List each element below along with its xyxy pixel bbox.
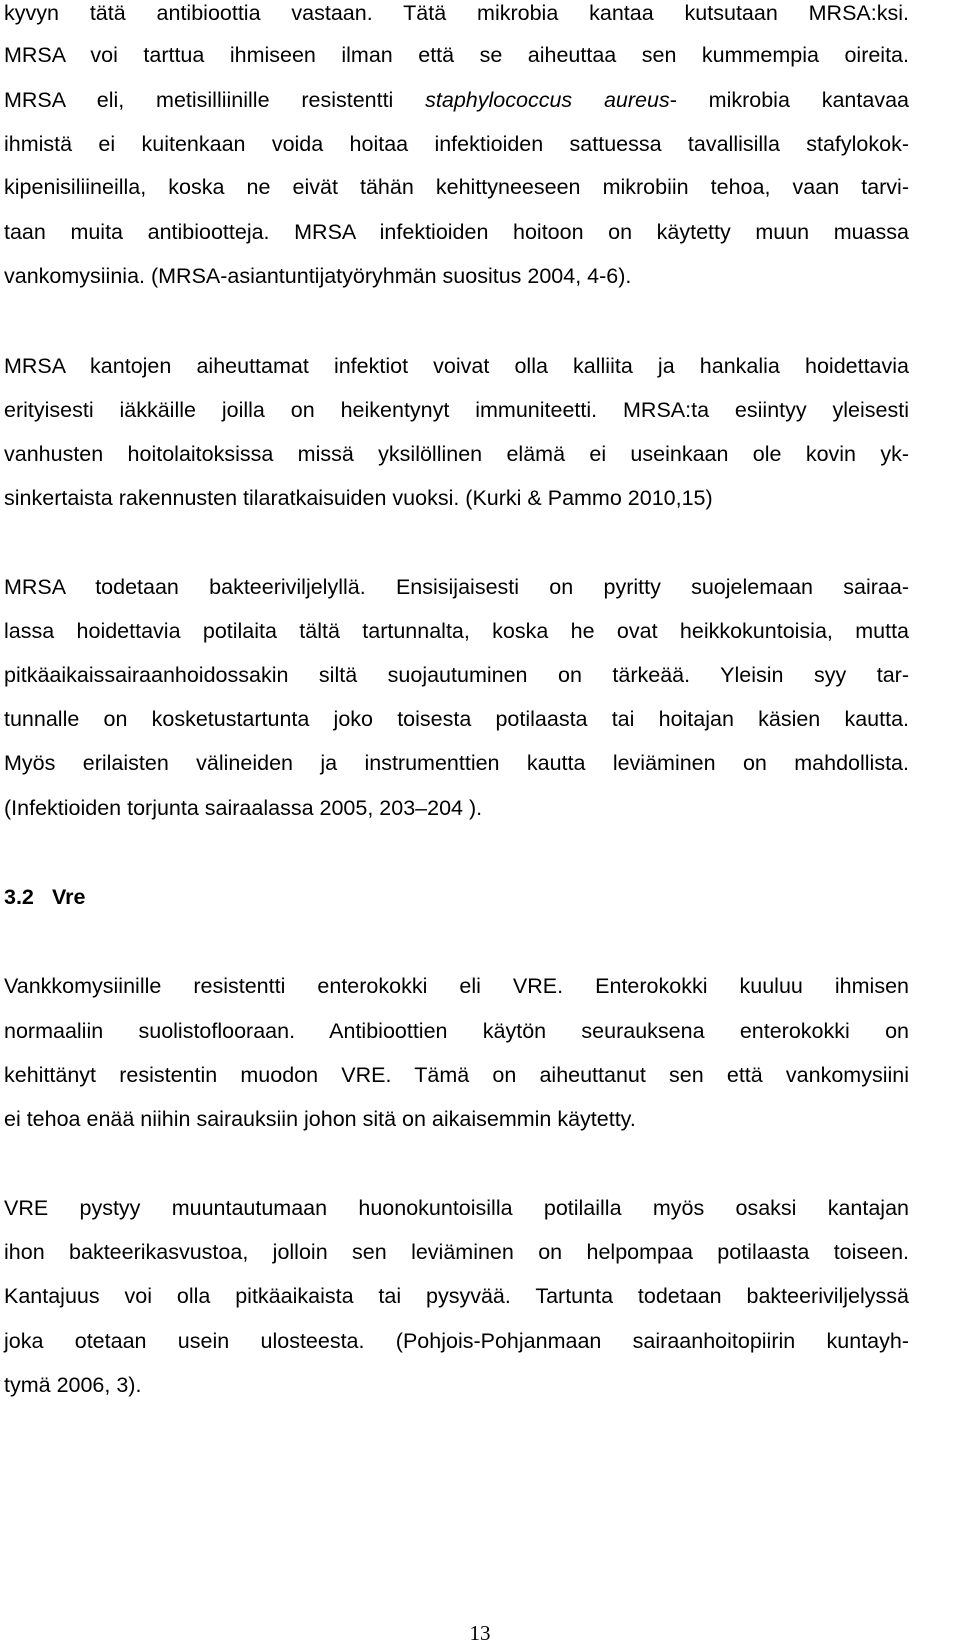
- paragraph-line: ei tehoa enää niihin sairauksiin johon sitä on aikaisemmin käytetty.: [4, 1107, 636, 1131]
- paragraph-line: Myös erilaisten välineiden ja instrumenttien kautta leviäminen on mahdollista.: [4, 751, 909, 775]
- paragraph-line: Vankkomysiinille resistentti enterokokki eli VRE. Enterokokki kuuluu ihmisen: [4, 974, 909, 998]
- paragraph-line: VRE pystyy muuntautumaan huonokuntoisilla potilailla myös osaksi kantajan: [4, 1196, 909, 1220]
- section-heading: [4, 884, 85, 910]
- paragraph-line: kehittänyt resistentin muodon VRE. Tämä on aiheuttanut sen että vankomysiini: [4, 1063, 909, 1087]
- paragraph-line: tymä 2006, 3).: [4, 1373, 142, 1397]
- paragraph-line: pitkäaikaissairaanhoidossakin siltä suojautuminen on tärkeää. Yleisin syy tar-: [4, 663, 909, 687]
- page-number: 13: [469, 1621, 491, 1645]
- section-number: 3.2: [4, 885, 34, 909]
- text-segment: MRSA eli, metisilliinille resistentti: [4, 88, 426, 112]
- paragraph-line: kipenisiliineilla, koska ne eivät tähän kehittyneeseen mikrobiin tehoa, vaan tarvi-: [4, 175, 909, 199]
- paragraph-line: MRSA todetaan bakteeriviljelyllä. Ensisijaisesti on pyritty suojelemaan sairaa-: [4, 575, 909, 599]
- paragraph-line: kyvyn tätä antibioottia vastaan. Tätä mikrobia kantaa kutsutaan MRSA:ksi.: [4, 1, 909, 25]
- paragraph-line: Kantajuus voi olla pitkäaikaista tai pysyvää. Tartunta todetaan bakteeriviljelyssä: [4, 1284, 909, 1308]
- text-segment: (Infektioiden torjunta sairaalassa 2005, 203–204 ).: [4, 796, 483, 820]
- paragraph-line: normaaliin suolistoflooraan. Antibioottien käytön seurauksena enterokokki on: [4, 1019, 909, 1043]
- paragraph-line-dash: [4, 795, 909, 821]
- paragraph-line: joka otetaan usein ulosteesta. (Pohjois-Pohjanmaan sairaanhoitopiirin kuntayh-: [4, 1329, 909, 1353]
- paragraph-line: tunnalle on kosketustartunta joko toisesta potilaasta tai hoitajan käsien kautta.: [4, 707, 909, 731]
- paragraph-line: erityisesti iäkkäille joilla on heikentynyt immuniteetti. MRSA:ta esiintyy yleisesti: [4, 398, 909, 422]
- paragraph-line: vankomysiinia. (MRSA-asiantuntijatyöryhmän suositus 2004, 4-6).: [4, 264, 632, 288]
- paragraph-line: taan muita antibiootteja. MRSA infektioiden hoitoon on käytetty muun muassa: [4, 220, 909, 244]
- paragraph-line: ihon bakteerikasvustoa, jolloin sen leviäminen on helpompaa potilaasta toiseen.: [4, 1240, 909, 1264]
- paragraph-line: MRSA voi tarttua ihmiseen ilman että se aiheuttaa sen kummempia oireita.: [4, 43, 909, 67]
- section-title: Vre: [52, 885, 86, 909]
- paragraph-line: ihmistä ei kuitenkaan voida hoitaa infektioiden sattuessa tavallisilla stafylokok-: [4, 132, 909, 156]
- paragraph-line-mixed: [4, 87, 909, 113]
- species-name-italic: staphylococcus aureus: [425, 88, 670, 112]
- paragraph-line: MRSA kantojen aiheuttamat infektiot voivat olla kalliita ja hankalia hoidettavia: [4, 354, 909, 378]
- text-segment: - mikrobia kantavaa: [669, 88, 909, 112]
- paragraph-line: sinkertaista rakennusten tilaratkaisuiden vuoksi. (Kurki & Pammo 2010,15): [4, 486, 713, 510]
- paragraph-line: vanhusten hoitolaitoksissa missä yksilöllinen elämä ei useinkaan ole kovin yk-: [4, 442, 909, 466]
- paragraph-line: lassa hoidettavia potilaita tältä tartunnalta, koska he ovat heikkokuntoisia, mutta: [4, 619, 909, 643]
